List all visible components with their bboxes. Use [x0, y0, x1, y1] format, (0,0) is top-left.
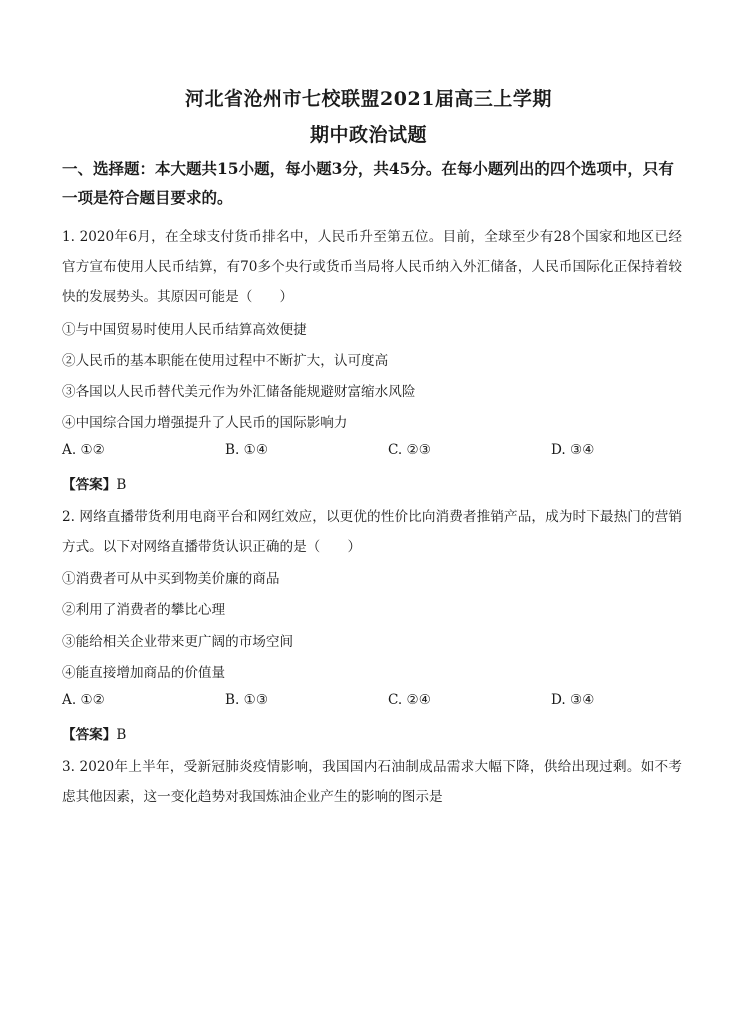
question-2-options: [62, 692, 682, 712]
answer-value: B: [116, 727, 127, 743]
question-2-item-1: ①消费者可从中买到物美价廉的商品: [62, 571, 280, 587]
question-2-item-2: ②利用了消费者的攀比心理: [62, 602, 226, 618]
question-2-answer: [62, 723, 126, 743]
question-1-stem: 1. 2020年6月，在全球支付货币排名中，人民币升至第五位。目前，全球至少有28个国家和地区已经官方宣布使用人民币结算，有70多个央行或货币当局将人民币纳入外汇储备，人民币国际化正保持着较快的发展势头。其原因可能是（ ）: [62, 229, 682, 305]
question-1-option-a: A. ①②: [62, 442, 105, 458]
answer-value: B: [116, 477, 127, 493]
document-title-line1: 河北省沧州市七校联盟2021届高三上学期: [185, 88, 552, 110]
answer-tag: 【答案】: [62, 477, 117, 493]
question-2-item-3: ③能给相关企业带来更广阔的市场空间: [62, 634, 294, 650]
question-2-item-4: ④能直接增加商品的价值量: [62, 665, 226, 681]
question-2-option-b: B. ①③: [225, 692, 269, 708]
question-1-item-1: ①与中国贸易时使用人民币结算高效便捷: [62, 322, 307, 338]
question-1-options: [62, 442, 682, 462]
answer-tag: 【答案】: [62, 727, 117, 743]
question-1-answer: [62, 473, 126, 493]
question-1-item-3: ③各国以人民币替代美元作为外汇储备能规避财富缩水风险: [62, 384, 416, 400]
question-1-option-d: D. ③④: [551, 442, 595, 458]
question-2-stem: 2. 网络直播带货利用电商平台和网红效应，以更优的性价比向消费者推销产品，成为时下最热门的营销方式。以下对网络直播带货认识正确的是（ ）: [62, 509, 682, 555]
question-1-option-b: B. ①④: [225, 442, 269, 458]
question-3-stem: 3. 2020年上半年，受新冠肺炎疫情影响，我国国内石油制成品需求大幅下降，供给出现过剩。如不考虑其他因素，这一变化趋势对我国炼油企业产生的影响的图示是: [62, 759, 682, 805]
question-1-item-4: ④中国综合国力增强提升了人民币的国际影响力: [62, 415, 348, 431]
question-2-option-a: A. ①②: [62, 692, 105, 708]
question-2-option-d: D. ③④: [551, 692, 595, 708]
question-2-option-c: C. ②④: [388, 692, 431, 708]
question-1-option-c: C. ②③: [388, 442, 431, 458]
question-1-item-2: ②人民币的基本职能在使用过程中不断扩大，认可度高: [62, 353, 389, 369]
section-heading: 一、选择题：本大题共15小题，每小题3分，共45分。在每小题列出的四个选项中，只有一项是符合题目要求的。: [62, 159, 674, 207]
document-title-line2: 期中政治试题: [309, 124, 427, 146]
